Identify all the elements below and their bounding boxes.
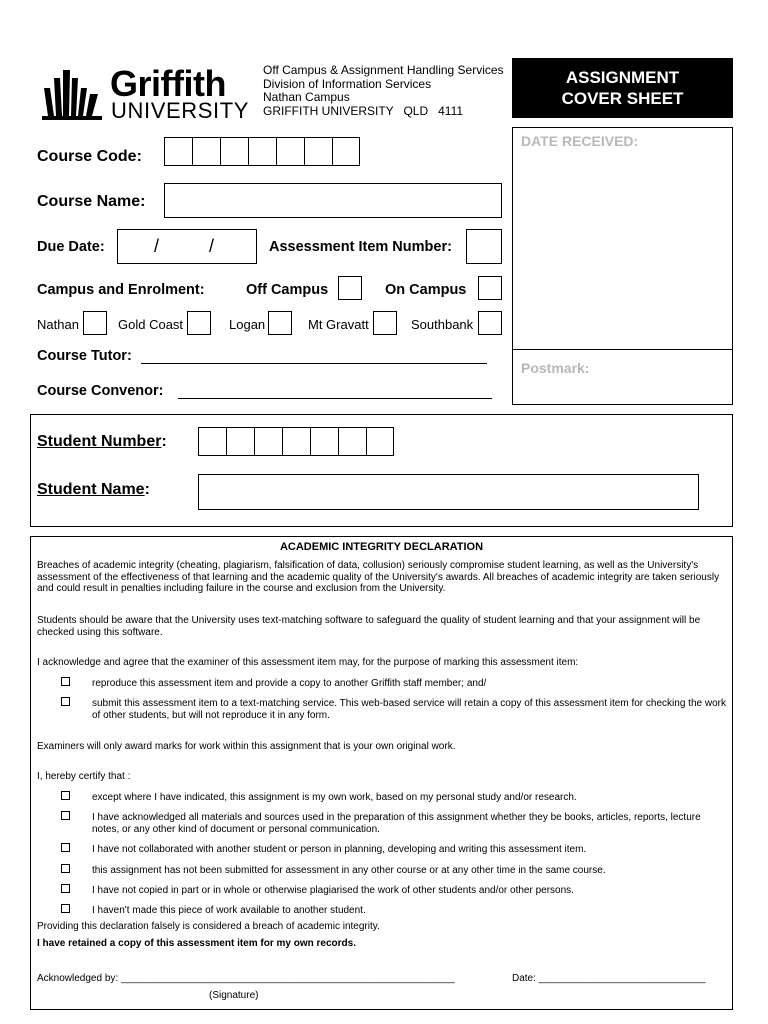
course-code-cell[interactable] xyxy=(276,137,304,166)
certify-checkbox[interactable] xyxy=(61,791,70,800)
course-code-cell[interactable] xyxy=(332,137,360,166)
campus-southbank-label: Southbank xyxy=(411,317,474,332)
student-name-text: Student Name xyxy=(37,481,145,498)
course-name-label: Course Name: xyxy=(37,193,146,210)
declaration-paragraph: I acknowledge and agree that the examiner of this assessment item may, for the purpose of marking this assessment item: xyxy=(37,657,579,668)
course-code-cell[interactable] xyxy=(248,137,276,166)
off-campus-checkbox[interactable] xyxy=(338,276,362,300)
campus-nathan-checkbox[interactable] xyxy=(83,311,107,335)
declaration-paragraph: Providing this declaration falsely is considered a breach of academic integrity. xyxy=(37,921,380,932)
certify-item: except where I have indicated, this assignment is my own work, based on my personal study and/or research. xyxy=(92,792,577,803)
certify-checkbox[interactable] xyxy=(61,904,70,913)
assessment-item-label: Assessment Item Number: xyxy=(269,239,452,255)
colon: : xyxy=(161,433,167,450)
student-name-label xyxy=(37,481,150,499)
off-campus-label: Off Campus xyxy=(246,282,329,298)
ack-checkbox[interactable] xyxy=(61,697,70,706)
address-line: GRIFFITH UNIVERSITY QLD 4111 xyxy=(263,104,464,119)
title-line-2: COVER SHEET xyxy=(561,89,684,108)
course-code-input[interactable] xyxy=(164,137,360,166)
course-convenor-line[interactable] xyxy=(178,398,492,399)
campus-gold-coast-label: Gold Coast xyxy=(118,317,184,332)
student-number-cell[interactable] xyxy=(310,427,338,456)
logo-subtitle: UNIVERSITY xyxy=(111,98,250,123)
title-line-1: ASSIGNMENT xyxy=(565,68,680,87)
certify-item: I have acknowledged all materials and sources used in the preparation of this assignment whether they be books, articles, reports, lecture notes, or any other kind of document or personal communication. xyxy=(92,812,701,835)
address-line: Division of Information Services xyxy=(263,76,432,91)
campus-logan-checkbox[interactable] xyxy=(268,311,292,335)
logo-wordmark: Griffith xyxy=(110,63,226,104)
ack-checkbox[interactable] xyxy=(61,677,70,686)
campus-gold-coast-checkbox[interactable] xyxy=(187,311,211,335)
declaration-paragraph: Examiners will only award marks for work within this assignment that is your own original work. xyxy=(37,741,456,752)
course-code-cell[interactable] xyxy=(192,137,220,166)
campus-mt-gravatt-label: Mt Gravatt xyxy=(308,317,369,332)
due-date-label: Due Date: xyxy=(37,239,105,255)
address-line: Nathan Campus xyxy=(263,90,350,105)
date-field[interactable]: Date: ______________________________ xyxy=(512,973,706,984)
ack-item: submit this assessment item to a text-matching service. This web-based service will retain a copy of this assessment item for checking the work of other students, but will not reproduce it in any form. xyxy=(92,698,726,721)
student-number-cell[interactable] xyxy=(338,427,366,456)
campus-enrolment-label: Campus and Enrolment: xyxy=(37,282,205,298)
retained-copy-statement: I have retained a copy of this assessment item for my own records. xyxy=(37,938,356,949)
course-code-cell[interactable] xyxy=(164,137,192,166)
declaration-paragraph: Breaches of academic integrity (cheating, plagiarism, falsification of data, collusion) seriously compromise student learning, as well as the University's assessment of the effectiveness of that learning and the academic quality of the University's awards. All breaches of academic integrity are taken seriously and could result in penalties including failure in the course and exclusion from the University. xyxy=(37,560,720,594)
course-tutor-line[interactable] xyxy=(141,363,487,364)
colon: : xyxy=(144,481,150,498)
student-number-cell[interactable] xyxy=(366,427,394,456)
on-campus-checkbox[interactable] xyxy=(478,276,502,300)
campus-nathan-label: Nathan xyxy=(37,317,79,332)
address-line: Off Campus & Assignment Handling Services xyxy=(263,63,504,77)
student-number-text: Student Number xyxy=(37,433,162,450)
acknowledged-by-field[interactable]: Acknowledged by: ____________________________________________________________ xyxy=(37,973,455,984)
office-address xyxy=(263,64,504,119)
certify-item: I have not collaborated with another student or person in planning, developing and writing this assessment item. xyxy=(92,844,587,855)
student-number-input[interactable] xyxy=(198,427,394,456)
due-date-separators: / / xyxy=(154,236,215,256)
campus-southbank-checkbox[interactable] xyxy=(478,311,502,335)
certify-item: I haven't made this piece of work available to another student. xyxy=(92,905,366,916)
signature-caption: (Signature) xyxy=(209,990,259,1001)
certify-item: I have not copied in part or in whole or otherwise plagiarised the work of other students and/or other persons. xyxy=(92,885,574,896)
student-name-input[interactable] xyxy=(198,474,699,510)
student-number-label xyxy=(37,433,167,451)
certify-checkbox[interactable] xyxy=(61,843,70,852)
declaration-paragraph: Students should be aware that the University uses text-matching software to safeguard the quality of student learning and that your assignment will be checked using this software. xyxy=(37,615,701,638)
campus-mt-gravatt-checkbox[interactable] xyxy=(373,311,397,335)
course-tutor-label: Course Tutor: xyxy=(37,348,132,364)
assessment-item-input[interactable] xyxy=(466,229,502,264)
declaration-title: ACADEMIC INTEGRITY DECLARATION xyxy=(279,541,484,553)
student-number-cell[interactable] xyxy=(198,427,226,456)
date-box-divider xyxy=(512,349,733,350)
declaration-paragraph: I, hereby certify that : xyxy=(37,771,131,782)
postmark-label: Postmark: xyxy=(521,360,590,376)
student-number-cell[interactable] xyxy=(226,427,254,456)
date-received-label: DATE RECEIVED: xyxy=(521,133,639,149)
certify-item: this assignment has not been submitted for assessment in any other course or at any other time in the same course. xyxy=(92,865,606,876)
certify-checkbox[interactable] xyxy=(61,884,70,893)
certify-checkbox[interactable] xyxy=(61,811,70,820)
course-name-input[interactable] xyxy=(164,183,502,218)
campus-logan-label: Logan xyxy=(229,317,266,332)
student-number-cell[interactable] xyxy=(254,427,282,456)
student-number-cell[interactable] xyxy=(282,427,310,456)
ack-item: reproduce this assessment item and provide a copy to another Griffith staff member; and/ xyxy=(92,678,487,689)
course-code-cell[interactable] xyxy=(220,137,248,166)
certify-checkbox[interactable] xyxy=(61,864,70,873)
on-campus-label: On Campus xyxy=(385,282,467,298)
course-code-cell[interactable] xyxy=(304,137,332,166)
course-convenor-label: Course Convenor: xyxy=(37,383,164,399)
cover-sheet-title xyxy=(512,58,733,118)
course-code-label: Course Code: xyxy=(37,148,142,165)
